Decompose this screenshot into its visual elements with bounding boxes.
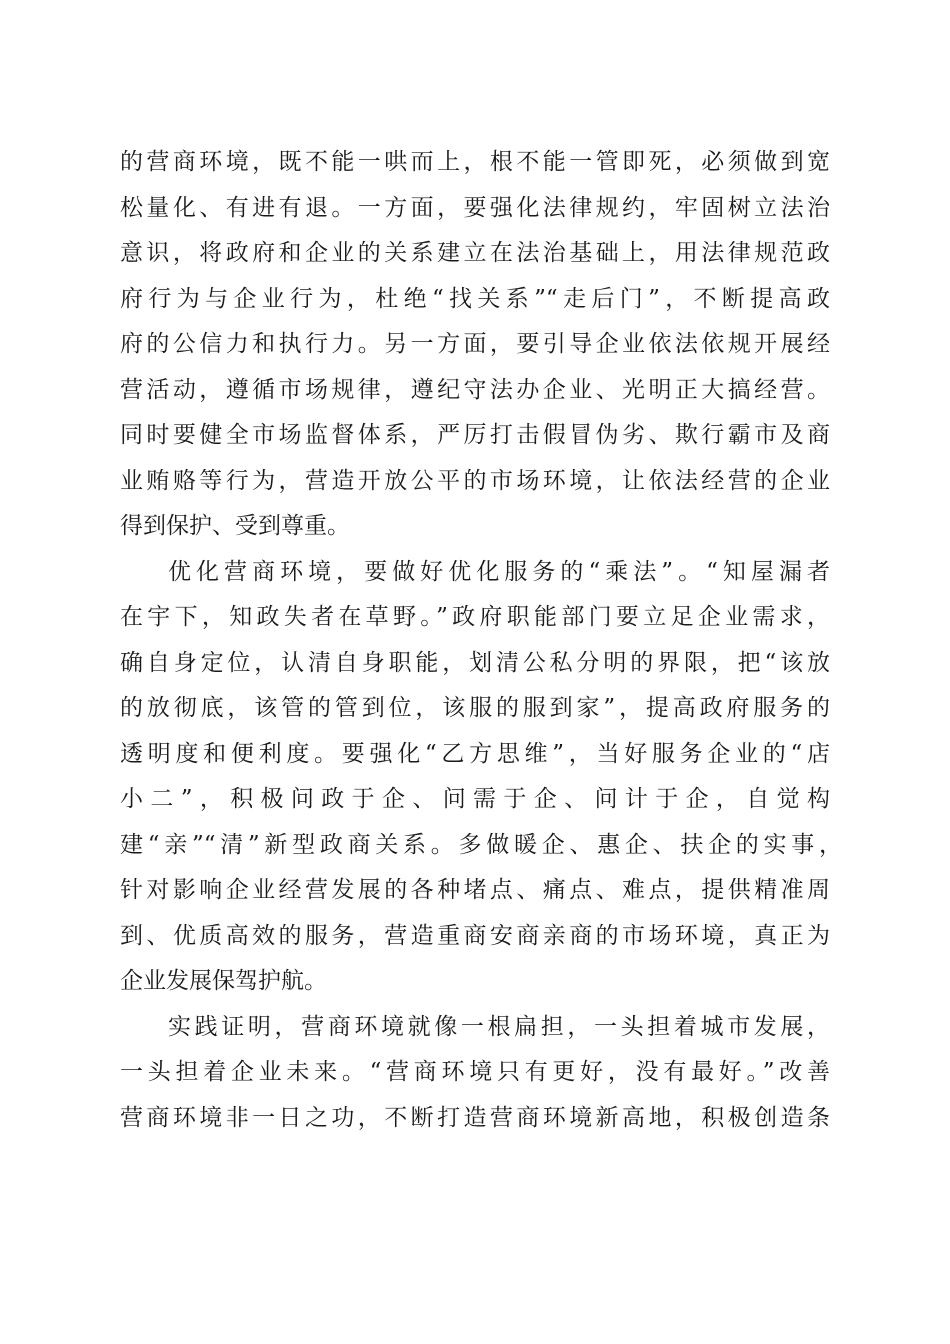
text-line: 意识，将政府和企业的关系建立在法治基础上，用法律规范政 — [120, 240, 830, 266]
text-line: 营商环境非一日之功，不断打造营商环境新高地，积极创造条 — [120, 1104, 830, 1131]
text-line: 的营商环境，既不能一哄而上，根不能一管即死，必须做到宽 — [120, 149, 830, 175]
text-line: 的放彻底，该管的管到位，该服的服到家”，提高政府服务的 — [120, 695, 830, 721]
text-line: 得到保护、受到尊重。 — [120, 513, 350, 539]
text-line: 一头担着企业未来。“营商环境只有更好，没有最好。”改善 — [120, 1059, 830, 1085]
text-line: 同时要健全市场监督体系，严厉打击假冒伪劣、欺行霸市及商 — [120, 422, 830, 448]
text-line: 针对影响企业经营发展的各种堵点、痛点、难点，提供精准周 — [120, 877, 830, 903]
text-line: 建“亲”“清”新型政商关系。多做暖企、惠企、扶企的实事， — [120, 831, 842, 858]
text-line: 在宇下，知政失者在草野。”政府职能部门要立足企业需求， — [120, 604, 830, 630]
text-line: 府行为与企业行为，杜绝“找关系”“走后门”，不断提高政 — [120, 285, 830, 312]
text-line: 府的公信力和执行力。另一方面，要引导企业依法依规开展经 — [120, 331, 830, 357]
text-line: 企业发展保驾护航。 — [120, 968, 327, 994]
text-line: 确自身定位，认清自身职能，划清公私分明的界限，把“该放 — [120, 649, 830, 676]
text-line: 透明度和便利度。要强化“乙方思维”，当好服务企业的“店 — [120, 740, 830, 767]
text-line: 优化营商环境，要做好优化服务的“乘法”。“知屋漏者 — [168, 558, 830, 585]
text-line: 营活动，遵循市场规律，遵纪守法办企业、光明正大搞经营。 — [120, 376, 830, 403]
text-line: 到、优质高效的服务，营造重商安商亲商的市场环境，真正为 — [120, 922, 830, 949]
body-text — [120, 140, 842, 1141]
text-line: 松量化、有进有退。一方面，要强化法律规约，牢固树立法治 — [120, 194, 830, 221]
text-line: 小二”，积极问政于企、问需于企、问计于企，自觉构 — [120, 786, 830, 812]
text-line: 实践证明，营商环境就像一根扁担，一头担着城市发展， — [168, 1013, 830, 1040]
text-line: 业贿赂等行为，营造开放公平的市场环境，让依法经营的企业 — [120, 467, 830, 494]
